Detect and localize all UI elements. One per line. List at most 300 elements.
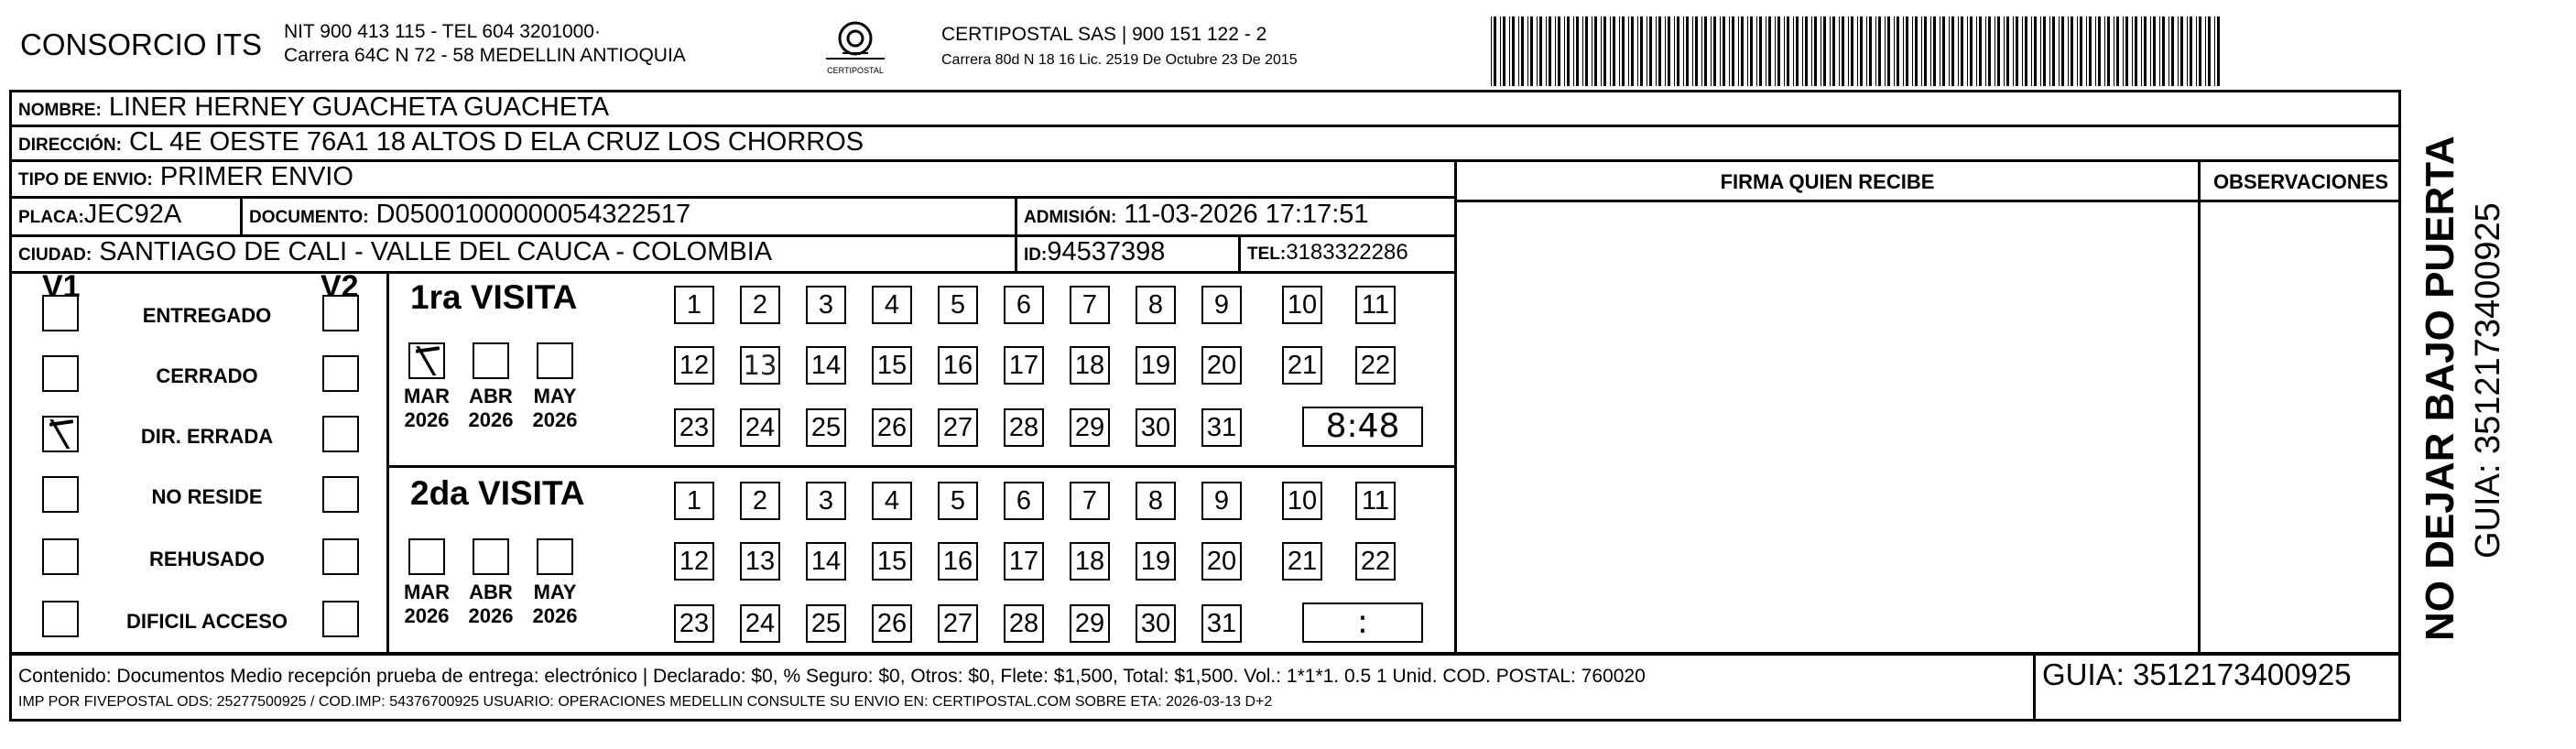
visit-day-box[interactable]: 3 [806, 482, 846, 520]
v1-header: V1 [42, 269, 81, 304]
documento-label: DOCUMENTO: [249, 208, 369, 227]
barcode-bar [1637, 16, 1638, 86]
visit-day-box[interactable]: 17 [1004, 346, 1044, 385]
visit-day-box[interactable]: 15 [872, 542, 912, 581]
barcode-bar [1887, 16, 1890, 86]
barcode-bar [1631, 16, 1634, 86]
admision-label: ADMISIÓN: [1024, 208, 1117, 227]
visit-month-label [394, 385, 460, 432]
nombre-value: LINER HERNEY GUACHETA GUACHETA [108, 92, 610, 122]
visit-day-box[interactable]: 1 [674, 286, 714, 324]
company-address: Carrera 64C N 72 - 58 MEDELLIN ANTIOQUIA [284, 45, 686, 66]
barcode-bar [1777, 16, 1780, 86]
barcode-bar [2080, 16, 2082, 86]
barcode-bar [2025, 16, 2027, 86]
barcode-bar [1811, 16, 1812, 86]
visit-day-box[interactable]: 7 [1070, 286, 1110, 324]
visit-day-box[interactable]: 31 [1201, 604, 1242, 643]
visit-day-box[interactable]: 14 [806, 346, 846, 385]
visit-day-box[interactable]: 8 [1136, 482, 1176, 520]
barcode-bar [2089, 16, 2092, 86]
placa-label: PLACA: [18, 208, 84, 227]
barcode-bar [1576, 16, 1579, 86]
visit-day-box[interactable]: 15 [872, 346, 912, 385]
v2-checkbox[interactable] [322, 295, 359, 331]
barcode-bar [1649, 16, 1652, 86]
barcode-bar [1723, 16, 1725, 86]
v2-checkbox[interactable] [322, 355, 359, 392]
visit-month-label [522, 385, 588, 432]
firma-header: FIRMA QUIEN RECIBE [1720, 170, 1935, 193]
visit-day-box[interactable]: 23 [674, 408, 714, 447]
status-option-label: REHUSADO [149, 548, 265, 570]
visit-day-box[interactable]: 21 [1282, 542, 1322, 581]
nombre-label: NOMBRE: [18, 101, 102, 120]
visit-day-box[interactable]: 12 [674, 542, 714, 581]
visit-day-box[interactable]: 28 [1004, 408, 1044, 447]
barcode-bar [1997, 16, 2000, 86]
barcode-bar [1613, 16, 1615, 86]
barcode-bar [1512, 16, 1515, 86]
visit-day-box[interactable]: 3 [806, 286, 846, 324]
barcode-bar [2116, 16, 2119, 86]
status-option-label: DIR. ERRADA [140, 425, 274, 448]
barcode-bar [1970, 16, 1973, 86]
guia-vertical: GUIA: 3512173400925 [2469, 202, 2507, 559]
barcode-bar [1805, 16, 1808, 86]
barcode-bar [1704, 16, 1707, 86]
visit-month-checkbox[interactable] [408, 342, 445, 379]
barcode-bar [1665, 16, 1666, 86]
barcode-bar [2052, 16, 2055, 86]
barcode-bar [1732, 16, 1734, 86]
visit-hour-box[interactable]: 8:48 [1302, 407, 1423, 447]
visit-day-box[interactable]: 6 [1004, 482, 1044, 520]
month-year: 2026 [532, 408, 578, 431]
visit-month-label [394, 581, 460, 628]
barcode-bar [1906, 16, 1908, 86]
barcode-bar [1851, 16, 1853, 86]
visit-day-box[interactable]: 22 [1355, 346, 1396, 385]
barcode-bar [1768, 16, 1771, 86]
visit-day-box[interactable]: 13 [740, 346, 780, 385]
visit-day-box[interactable]: 31 [1201, 408, 1242, 447]
barcode-bar [1860, 16, 1863, 86]
month-year: 2026 [404, 408, 450, 431]
barcode-bar [1903, 16, 1904, 86]
month-name: MAY [533, 581, 577, 603]
status-option-label: DIFICIL ACCESO [125, 610, 288, 633]
visit-day-box[interactable]: 16 [938, 542, 978, 581]
barcode-bar [2208, 16, 2211, 86]
v1-checkbox[interactable] [42, 355, 79, 392]
barcode-bar [1564, 16, 1565, 86]
status-option-label: CERRADO [156, 364, 258, 387]
barcode-bar [1832, 16, 1835, 86]
barcode-bar [2068, 16, 2069, 86]
field-documento [249, 200, 690, 230]
barcode-bar [2077, 16, 2078, 86]
barcode-bar [1509, 16, 1510, 86]
signature-area[interactable] [1458, 203, 2196, 650]
barcode-bar [2190, 16, 2192, 86]
field-placa [18, 200, 181, 230]
observaciones-header: OBSERVACIONES [2212, 170, 2389, 193]
barcode-bar [1912, 16, 1913, 86]
barcode-bar [2135, 16, 2137, 86]
barcode-bar [1622, 16, 1625, 86]
visit-day-box[interactable]: 26 [872, 604, 912, 643]
field-tipo-envio [18, 162, 353, 192]
field-nombre [18, 92, 609, 123]
visit-day-box[interactable]: 13 [740, 542, 780, 581]
v1-checkbox[interactable] [42, 601, 79, 637]
barcode-bar [1537, 16, 1538, 86]
barcode-bar [1976, 16, 1977, 86]
barcode-bar [1558, 16, 1560, 86]
month-year: 2026 [532, 604, 578, 627]
footer-content: Contenido: Documentos Medio recepción prueba de entrega: electrónico | Declarado: $0, % Seguro: $0, Otros: $0, Flete: $1,500, Total: $1,500. Vol.: 1*1*1. 0.5 1 Unid. COD. POSTAL: 760020 [18, 666, 1646, 687]
barcode-bar [2034, 16, 2037, 86]
barcode-bar [1711, 16, 1712, 86]
barcode-bar [1527, 16, 1528, 86]
barcode-bar [2040, 16, 2041, 86]
barcode-bar [1491, 16, 1492, 86]
barcode-bar [1842, 16, 1844, 86]
barcode-bar [1720, 16, 1721, 86]
barcode-bar [1658, 16, 1661, 86]
visit-day-box[interactable]: 25 [806, 408, 846, 447]
direccion-value: CL 4E OESTE 76A1 18 ALTOS D ELA CRUZ LOS CHORROS [129, 127, 864, 157]
visit-day-box[interactable]: 23 [674, 604, 714, 643]
v2-checkbox[interactable] [322, 416, 359, 452]
barcode-bar [1692, 16, 1693, 86]
barcode-bar [1915, 16, 1918, 86]
barcode-bar [1775, 16, 1776, 86]
tel-label: TEL: [1247, 244, 1287, 264]
barcode-bar [1830, 16, 1831, 86]
visit-day-box[interactable]: 21 [1282, 346, 1322, 385]
barcode-bar [2178, 16, 2179, 86]
barcode-bar [1787, 16, 1789, 86]
barcode-bar [1619, 16, 1620, 86]
barcode-bar [1729, 16, 1730, 86]
barcode-bar [1567, 16, 1570, 86]
barcode-bar [1958, 16, 1959, 86]
visit-day-box[interactable]: 26 [872, 408, 912, 447]
visit-month-checkbox[interactable] [537, 342, 573, 379]
barcode-bar [2187, 16, 2188, 86]
barcode-bar [1802, 16, 1803, 86]
barcode-bar [2196, 16, 2197, 86]
barcode-bar [1530, 16, 1533, 86]
barcode-bar [1668, 16, 1670, 86]
barcode-bar [2098, 16, 2101, 86]
tipo-label: TIPO DE ENVIO: [18, 170, 153, 190]
barcode-bar [1988, 16, 1991, 86]
barcode-bar [1885, 16, 1886, 86]
certipostal-logo [815, 16, 896, 81]
barcode-bar [1897, 16, 1899, 86]
visit-day-box[interactable]: 18 [1070, 542, 1110, 581]
v2-checkbox[interactable] [322, 538, 359, 575]
visit-day-box[interactable]: 28 [1004, 604, 1044, 643]
barcode-bar [2031, 16, 2032, 86]
barcode-bar [1756, 16, 1757, 86]
company-info [284, 20, 686, 68]
field-ciudad [18, 237, 772, 267]
barcode-bar [1594, 16, 1597, 86]
barcode [1491, 16, 2225, 86]
month-name: ABR [469, 581, 513, 603]
barcode-bar [1979, 16, 1982, 86]
barcode-bar [1814, 16, 1817, 86]
status-option-label: NO RESIDE [151, 485, 263, 508]
barcode-bar [1494, 16, 1496, 86]
barcode-bar [1701, 16, 1702, 86]
barcode-bar [1924, 16, 1927, 86]
barcode-bar [1585, 16, 1588, 86]
admision-value: 11-03-2026 17:17:51 [1124, 200, 1369, 229]
barcode-bar [2107, 16, 2110, 86]
barcode-bar [1738, 16, 1739, 86]
status-option-label: ENTREGADO [142, 304, 272, 327]
visit-month-label [458, 385, 524, 432]
barcode-bar [2059, 16, 2060, 86]
visit-day-box[interactable]: 10 [1282, 482, 1322, 520]
barcode-bar [1921, 16, 1922, 86]
visit-day-box[interactable]: 6 [1004, 286, 1044, 324]
barcode-bar [1750, 16, 1753, 86]
barcode-bar [2013, 16, 2014, 86]
barcode-bar [1686, 16, 1689, 86]
barcode-bar [1961, 16, 1963, 86]
barcode-bar [1695, 16, 1698, 86]
barcode-bar [2205, 16, 2206, 86]
visit-day-box[interactable]: 4 [872, 482, 912, 520]
visit-day-box[interactable]: 16 [938, 346, 978, 385]
v1-checkbox[interactable] [42, 416, 79, 452]
barcode-bar [1549, 16, 1551, 86]
barcode-bar [2016, 16, 2018, 86]
barcode-bar [2159, 16, 2160, 86]
barcode-bar [1628, 16, 1629, 86]
visit-day-box[interactable]: 17 [1004, 542, 1044, 581]
month-year: 2026 [468, 408, 514, 431]
barcode-bar [2168, 16, 2169, 86]
barcode-bar [1518, 16, 1519, 86]
barcode-bar [1759, 16, 1762, 86]
barcode-bar [1546, 16, 1547, 86]
visit-day-box[interactable]: 20 [1201, 542, 1242, 581]
visit-day-box[interactable]: 2 [740, 482, 780, 520]
ciudad-label: CIUDAD: [18, 245, 92, 265]
visit-day-box[interactable]: 25 [806, 604, 846, 643]
visit-month-checkbox[interactable] [408, 538, 445, 575]
barcode-bar [2217, 16, 2220, 86]
visit-day-box[interactable]: 7 [1070, 482, 1110, 520]
company-name: CONSORCIO ITS [20, 27, 263, 61]
v2-checkbox[interactable] [322, 601, 359, 637]
visit-month-checkbox[interactable] [473, 538, 509, 575]
v1-checkbox[interactable] [42, 295, 79, 331]
barcode-bar [1784, 16, 1785, 86]
visit-month-label [458, 581, 524, 628]
visit-title: 1ra VISITA [410, 278, 578, 316]
visit-hour-box[interactable]: : [1302, 602, 1423, 643]
barcode-bar [2043, 16, 2046, 86]
id-label: ID: [1024, 245, 1048, 265]
barcode-bar [1521, 16, 1524, 86]
visit-day-box[interactable]: 18 [1070, 346, 1110, 385]
barcode-bar [2049, 16, 2050, 86]
documento-value: D05001000000054322517 [375, 200, 691, 229]
barcode-bar [1503, 16, 1505, 86]
visit-title: 2da VISITA [410, 474, 585, 512]
barcode-bar [1713, 16, 1716, 86]
month-year: 2026 [404, 604, 450, 627]
barcode-bar [1878, 16, 1881, 86]
v2-checkbox[interactable] [322, 476, 359, 513]
barcode-bar [2199, 16, 2201, 86]
barcode-bar [1555, 16, 1556, 86]
barcode-bar [2132, 16, 2133, 86]
logo-caption: CERTIPOSTAL [827, 66, 884, 75]
visit-month-checkbox[interactable] [537, 538, 573, 575]
barcode-bar [1747, 16, 1748, 86]
barcode-bar [1796, 16, 1799, 86]
barcode-bar [2150, 16, 2151, 86]
barcode-bar [1967, 16, 1968, 86]
visit-day-box[interactable]: 19 [1136, 542, 1176, 581]
barcode-bar [1869, 16, 1872, 86]
visit-day-box[interactable]: 9 [1201, 286, 1242, 324]
visit-day-box[interactable]: 24 [740, 604, 780, 643]
field-admision [1024, 200, 1369, 230]
visit-day-box[interactable]: 27 [938, 604, 978, 643]
barcode-bar [2004, 16, 2005, 86]
barcode-bar [1949, 16, 1950, 86]
barcode-bar [2104, 16, 2105, 86]
barcode-bar [1677, 16, 1679, 86]
barcode-bar [2071, 16, 2073, 86]
barcode-bar [1994, 16, 1995, 86]
visit-day-box[interactable]: 22 [1355, 542, 1396, 581]
warning-vertical: NO DEJAR BAJO PUERTA [2418, 136, 2462, 641]
tel-value: 3183322286 [1286, 240, 1408, 265]
visit-day-box[interactable]: 30 [1136, 604, 1176, 643]
visit-day-box[interactable]: 5 [938, 286, 978, 324]
ciudad-value: SANTIAGO DE CALI - VALLE DEL CAUCA - COLOMBIA [99, 237, 773, 266]
visit-day-box[interactable]: 9 [1201, 482, 1242, 520]
barcode-bar [1582, 16, 1583, 86]
barcode-bar [1674, 16, 1675, 86]
month-name: MAY [533, 385, 577, 407]
visit-month-label [522, 581, 588, 628]
barcode-bar [2153, 16, 2156, 86]
barcode-bar [2125, 16, 2128, 86]
barcode-bar [1683, 16, 1684, 86]
barcode-bar [1985, 16, 1986, 86]
barcode-bar [1603, 16, 1606, 86]
barcode-bar [1601, 16, 1602, 86]
barcode-bar [1793, 16, 1794, 86]
observations-area[interactable] [2201, 203, 2399, 650]
field-tel [1247, 240, 1408, 266]
visit-day-box[interactable]: 8 [1136, 286, 1176, 324]
courier-line: CERTIPOSTAL SAS | 900 151 122 - 2 [941, 24, 1267, 45]
barcode-bar [2144, 16, 2147, 86]
barcode-bar [1539, 16, 1542, 86]
visit-day-box[interactable]: 29 [1070, 604, 1110, 643]
visit-day-box[interactable]: 1 [674, 482, 714, 520]
barcode-bar [1848, 16, 1849, 86]
barcode-bar [1951, 16, 1954, 86]
barcode-bar [2214, 16, 2215, 86]
visit-day-box[interactable]: 19 [1136, 346, 1176, 385]
id-value: 94537398 [1047, 237, 1166, 266]
visit-day-box[interactable]: 12 [674, 346, 714, 385]
barcode-bar [1866, 16, 1867, 86]
barcode-bar [2061, 16, 2064, 86]
field-id [1024, 237, 1165, 267]
visit-day-box[interactable]: 11 [1355, 286, 1396, 324]
visit-day-box[interactable]: 30 [1136, 408, 1176, 447]
barcode-bar [2022, 16, 2023, 86]
nit-line: NIT 900 413 115 - TEL 604 3201000· [284, 21, 601, 42]
visit-day-box[interactable]: 5 [938, 482, 978, 520]
visit-day-box[interactable]: 27 [938, 408, 978, 447]
v2-header: V2 [321, 269, 359, 304]
visit-day-box[interactable]: 10 [1282, 286, 1322, 324]
barcode-bar [1839, 16, 1840, 86]
v1-checkbox[interactable] [42, 476, 79, 513]
barcode-bar [1823, 16, 1826, 86]
barcode-bar [1930, 16, 1931, 86]
month-year: 2026 [468, 604, 514, 627]
visit-day-box[interactable]: 14 [806, 542, 846, 581]
barcode-bar [2162, 16, 2165, 86]
barcode-bar [2123, 16, 2124, 86]
barcode-bar [2006, 16, 2009, 86]
barcode-bar [2086, 16, 2087, 86]
barcode-bar [1741, 16, 1744, 86]
month-name: MAR [403, 385, 451, 407]
barcode-bar [2180, 16, 2183, 86]
month-name: MAR [403, 581, 451, 603]
visit-day-box[interactable]: 2 [740, 286, 780, 324]
barcode-bar [1894, 16, 1895, 86]
barcode-bar [1656, 16, 1657, 86]
field-direccion [18, 127, 864, 157]
placa-value: JEC92A [83, 200, 182, 229]
visit-day-box[interactable]: 29 [1070, 408, 1110, 447]
barcode-bar [1573, 16, 1574, 86]
courier-address: Carrera 80d N 18 16 Lic. 2519 De Octubre 23 De 2015 [941, 52, 1298, 68]
visit-day-box[interactable]: 11 [1355, 482, 1396, 520]
barcode-bar [1875, 16, 1876, 86]
barcode-bar [2171, 16, 2174, 86]
v1-checkbox[interactable] [42, 538, 79, 575]
visit-day-box[interactable]: 4 [872, 286, 912, 324]
visit-day-box[interactable]: 20 [1201, 346, 1242, 385]
barcode-bar [1500, 16, 1501, 86]
barcode-bar [2095, 16, 2096, 86]
visit-month-checkbox[interactable] [473, 342, 509, 379]
visit-day-box[interactable]: 24 [740, 408, 780, 447]
barcode-bar [1942, 16, 1945, 86]
courier-info [941, 22, 1298, 73]
